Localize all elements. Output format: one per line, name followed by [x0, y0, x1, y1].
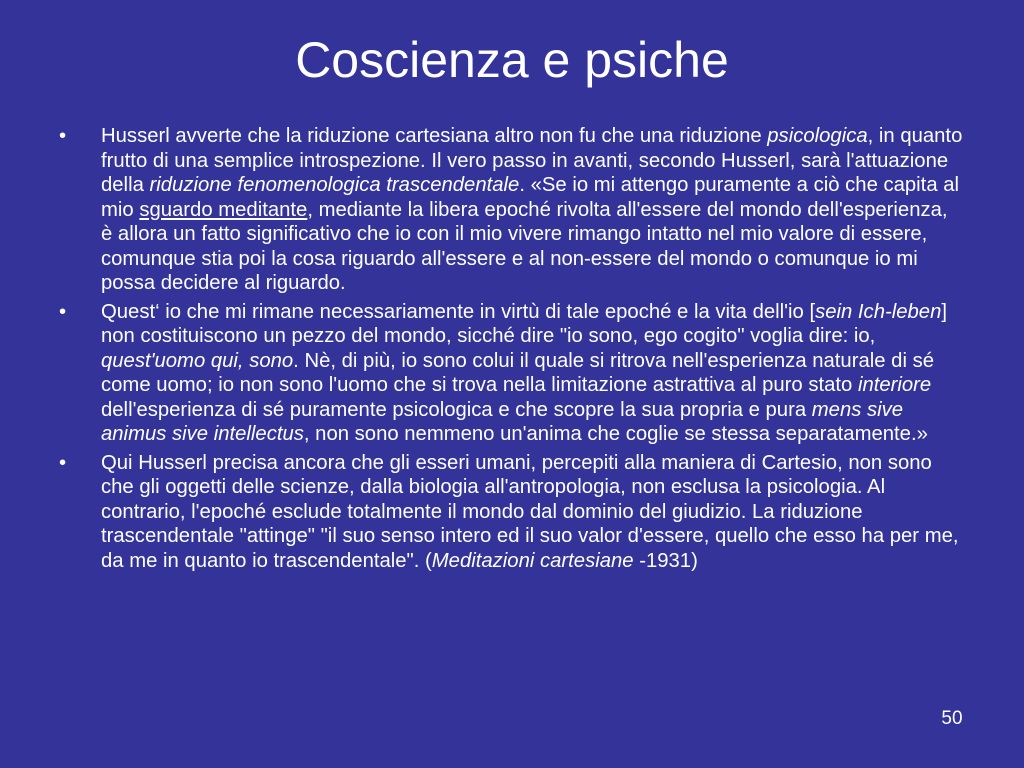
text-segment: -1931)	[633, 549, 698, 572]
bullet-item-2	[59, 300, 964, 447]
italic-text-segment: mens sive animus sive intellectus	[101, 398, 904, 445]
italic-text-segment: quest'uomo qui, sono	[101, 349, 294, 372]
underlined-text-segment: sguardo meditante	[139, 198, 308, 221]
italic-text-segment: riduzione fenomenologica trascendentale	[149, 174, 520, 196]
slide-title: Coscienza e psiche	[295, 32, 729, 88]
italic-text-segment: sein Ich-leben	[815, 300, 942, 323]
text-segment: , in quanto frutto di una semplice introspezione. Il vero passo in avanti, secondo Husserl, sarà l'attuazione della	[101, 125, 963, 196]
bullet-item-1	[59, 124, 964, 296]
italic-text-segment: psicologica	[767, 125, 868, 147]
bullet-icon: •	[59, 125, 67, 147]
text-segment: dell'esperienza di sé puramente psicologica e che scopre la sua propria e pura	[101, 398, 812, 421]
text-segment: , mediante la libera epoché rivolta all'essere del mondo dell'esperienza, è allora un fatto significativo che io con il mio vivere rimango intatto nel mio valore di essere, comunque stia poi la cosa riguardo all'essere e al non-essere del mondo o comunque io mi possa decidere al riguardo.	[101, 198, 948, 294]
bullet-icon: •	[59, 300, 67, 323]
text-segment: Husserl avverte che la riduzione cartesiana altro non fu che una riduzione	[101, 125, 768, 147]
text-segment: Quest‘ io che mi rimane necessariamente in virtù di tale epoché e la vita dell'io [	[101, 300, 816, 323]
text-segment: . Nè, di più, io sono colui il quale si ritrova nell'esperienza naturale di sé come uomo; io non sono l'uomo che si trova nella limitazione astrattiva al puro stato	[101, 349, 935, 396]
text-segment: ] non costituiscono un pezzo del mondo, sicché dire "io sono, ego cogito" voglia dire: io,	[101, 300, 947, 347]
text-segment: . «Se io mi attengo puramente a ciò che capita al mio	[101, 174, 960, 221]
text-segment: , non sono nemmeno un'anima che coglie se stessa separatamente.»	[303, 423, 928, 445]
bullet-icon: •	[59, 451, 67, 474]
text-segment: Qui Husserl precisa ancora che gli esseri umani, percepiti alla maniera di Cartesio, non sono che gli oggetti delle scienze, dalla biologia all'antropologia, non esclusa la psicologia. Al contrario, l'epoché esclude totalmente il mondo dal dominio del giudizio. La riduzione trascendentale "attinge" "il suo senso intero ed il suo valor d'essere, quello che esso ha per me, da me in quanto io trascendentale". (	[101, 451, 959, 572]
bullet-item-3	[59, 451, 964, 574]
bullet-list	[59, 124, 964, 577]
italic-text-segment: interiore	[857, 374, 932, 396]
page-number: 50	[941, 708, 963, 729]
italic-text-segment: Meditazioni cartesiane	[431, 549, 634, 572]
